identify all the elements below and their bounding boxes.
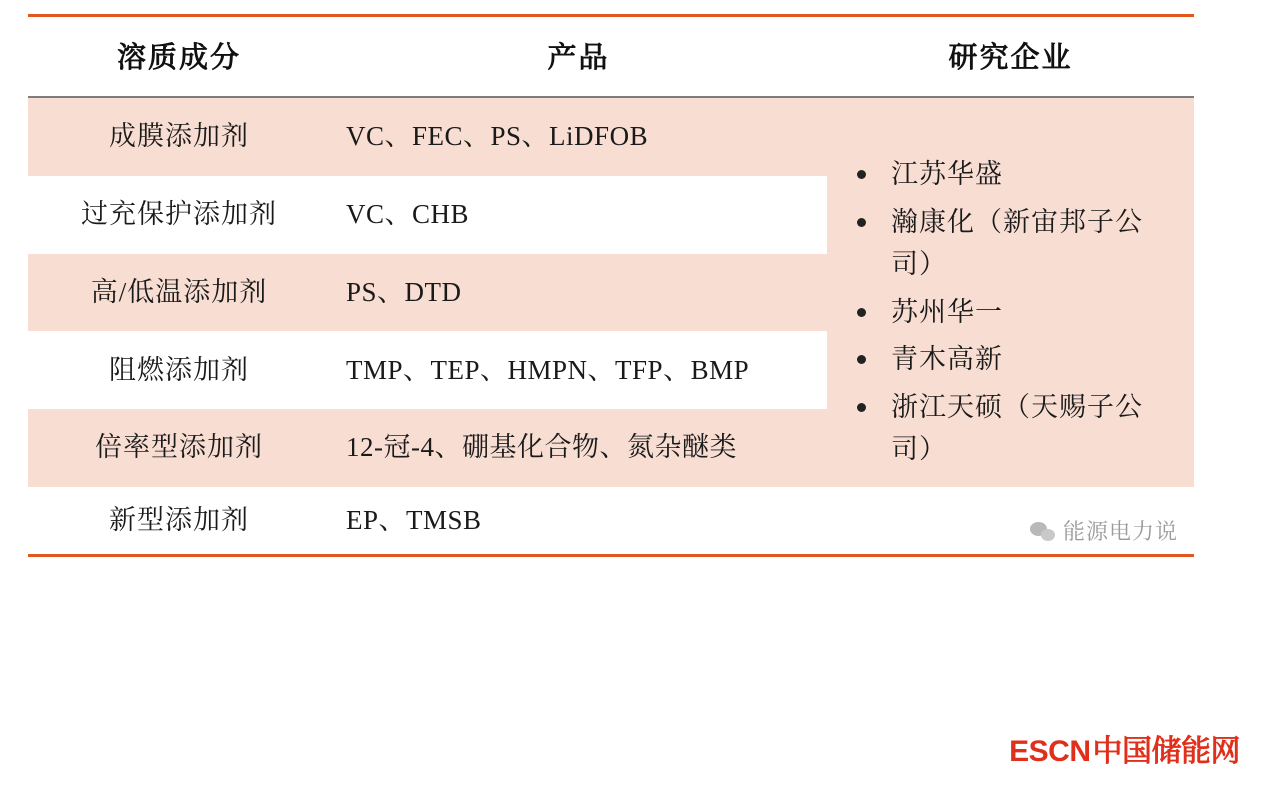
cell-product: VC、FEC、PS、LiDFOB (330, 98, 827, 176)
cell-product: TMP、TEP、HMPN、TFP、BMP (330, 331, 827, 409)
table-row (28, 98, 1194, 176)
additives-table-body (28, 98, 1194, 554)
cell-solute: 高/低温添加剂 (28, 254, 330, 332)
escn-logo (1009, 726, 1240, 770)
list-item: 青木高新 (849, 339, 1184, 381)
escn-logo-mark: ESCN (1009, 735, 1091, 768)
list-item: 瀚康化（新宙邦子公司） (849, 202, 1184, 286)
additives-table-container (28, 14, 1194, 557)
watermark-text: 能源电力说 (1062, 519, 1178, 545)
wechat-icon (1030, 521, 1056, 543)
list-item: 苏州华一 (849, 292, 1184, 334)
additives-table (28, 17, 1194, 96)
cell-solute: 新型添加剂 (28, 487, 330, 554)
column-header-product: 产品 (547, 42, 610, 74)
cell-watermark (827, 487, 1194, 554)
table-bottom-rule (28, 554, 1194, 557)
cell-solute: 成膜添加剂 (28, 98, 330, 176)
column-header-solute: 溶质成分 (116, 42, 241, 74)
list-item: 江苏华盛 (849, 154, 1184, 196)
table-row (28, 487, 1194, 554)
company-list (827, 98, 1194, 487)
cell-solute: 阻燃添加剂 (28, 331, 330, 409)
wechat-watermark (1030, 516, 1178, 548)
table-header-row (28, 17, 1194, 96)
list-item: 浙江天硕（天赐子公司） (849, 387, 1184, 471)
column-header-company: 研究企业 (948, 42, 1073, 74)
cell-product: VC、CHB (330, 176, 827, 254)
cell-solute: 倍率型添加剂 (28, 409, 330, 487)
cell-solute: 过充保护添加剂 (28, 176, 330, 254)
escn-logo-text: 中国储能网 (1092, 735, 1240, 768)
cell-product: EP、TMSB (330, 487, 827, 554)
cell-product: PS、DTD (330, 254, 827, 332)
cell-product: 12-冠-4、硼基化合物、氮杂醚类 (330, 409, 827, 487)
cell-companies (827, 98, 1194, 487)
